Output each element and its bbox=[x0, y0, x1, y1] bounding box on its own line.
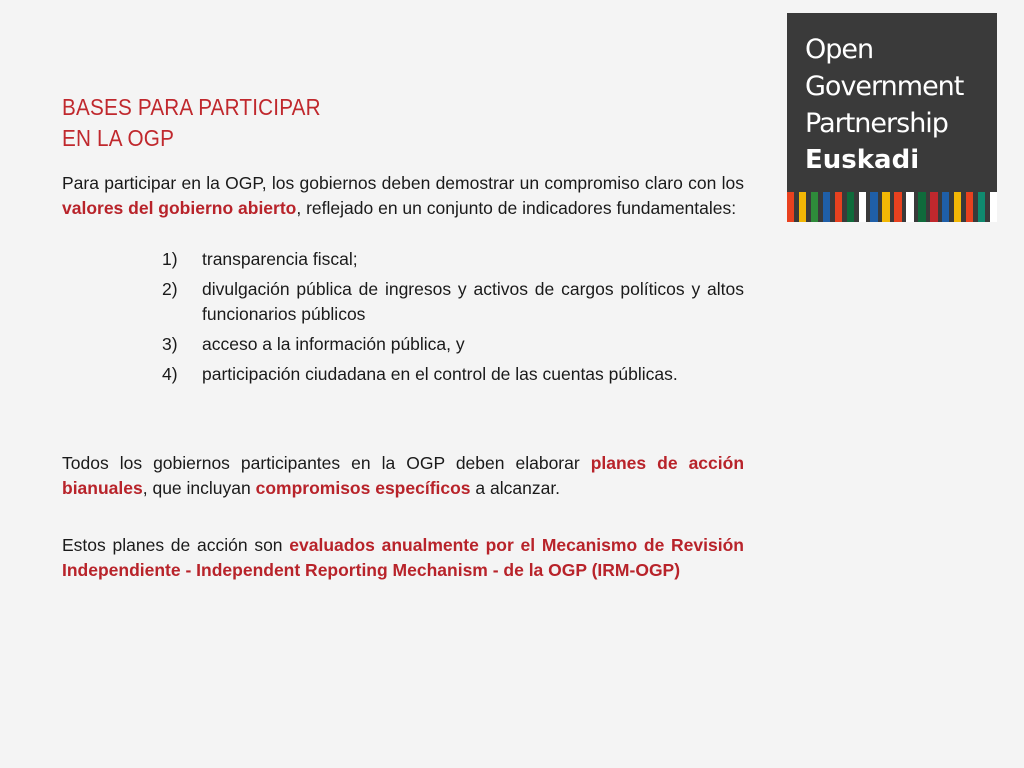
logo-line-open: Open bbox=[805, 34, 874, 65]
list-item bbox=[62, 247, 744, 272]
logo-stripe bbox=[906, 192, 913, 222]
list-item-number: 4) bbox=[162, 364, 178, 384]
logo-stripe bbox=[894, 192, 901, 222]
logo-stripe bbox=[811, 192, 818, 222]
logo-stripe bbox=[859, 192, 866, 222]
p2-highlight-plans: planes de acción bianuales bbox=[62, 453, 745, 498]
list-item-number: 2) bbox=[162, 279, 178, 299]
logo-stripe bbox=[847, 192, 854, 222]
p2-text-e: a alcanzar. bbox=[470, 478, 561, 498]
page-title bbox=[62, 92, 386, 154]
p3-highlight: evaluados anualmente por el Mecanismo de Revisión Independiente - Independent Reporting Mechanism - de la OGP (IRM-OGP) bbox=[62, 535, 744, 580]
logo-line-partnership: Partnership bbox=[805, 108, 948, 139]
title-line-1: BASES PARA PARTICIPAR bbox=[62, 94, 321, 120]
intro-paragraph bbox=[62, 171, 744, 221]
logo-stripe bbox=[870, 192, 877, 222]
logo-stripe bbox=[823, 192, 830, 222]
list-item bbox=[62, 277, 744, 327]
logo-stripe bbox=[966, 192, 973, 222]
logo-stripe bbox=[799, 192, 806, 222]
p3-text-a: Estos planes de acción son bbox=[62, 535, 290, 555]
list-item-number: 1) bbox=[162, 249, 178, 269]
list-item bbox=[62, 362, 744, 387]
indicator-list bbox=[62, 247, 744, 387]
action-plans-paragraph bbox=[62, 451, 744, 501]
list-item bbox=[62, 332, 744, 357]
ogp-euskadi-logo bbox=[787, 13, 997, 222]
intro-text-end: , reflejado en un conjunto de indicadores fundamentales: bbox=[296, 198, 737, 218]
p2-highlight-commitments: compromisos específicos bbox=[255, 478, 471, 498]
list-item-text: acceso a la información pública, y bbox=[202, 334, 465, 354]
logo-stripe bbox=[882, 192, 889, 222]
logo-stripe bbox=[930, 192, 937, 222]
list-item-text: transparencia fiscal; bbox=[202, 249, 358, 269]
intro-highlight: valores del gobierno abierto bbox=[62, 198, 297, 218]
logo-color-stripes bbox=[787, 192, 997, 222]
content-body bbox=[62, 171, 744, 583]
logo-stripe bbox=[954, 192, 961, 222]
title-line-2: EN LA OGP bbox=[62, 125, 175, 151]
list-item-text: divulgación pública de ingresos y activos de cargos políticos y altos funcionarios públicos bbox=[202, 279, 744, 324]
logo-stripe bbox=[835, 192, 842, 222]
logo-stripe bbox=[990, 192, 997, 222]
p2-text-c: , que incluyan bbox=[142, 478, 256, 498]
intro-text: Para participar en la OGP, los gobiernos deben demostrar un compromiso claro con los bbox=[62, 173, 744, 193]
logo-stripe bbox=[942, 192, 949, 222]
logo-text bbox=[805, 31, 963, 179]
evaluation-paragraph bbox=[62, 533, 744, 583]
logo-stripe bbox=[918, 192, 925, 222]
logo-line-government: Government bbox=[805, 71, 964, 102]
logo-line-euskadi: Euskadi bbox=[805, 145, 920, 175]
logo-stripe bbox=[787, 192, 794, 222]
logo-stripe bbox=[978, 192, 985, 222]
list-item-text: participación ciudadana en el control de las cuentas públicas. bbox=[202, 364, 678, 384]
p2-text-a: Todos los gobiernos participantes en la OGP deben elaborar bbox=[62, 453, 591, 473]
list-item-number: 3) bbox=[162, 334, 178, 354]
